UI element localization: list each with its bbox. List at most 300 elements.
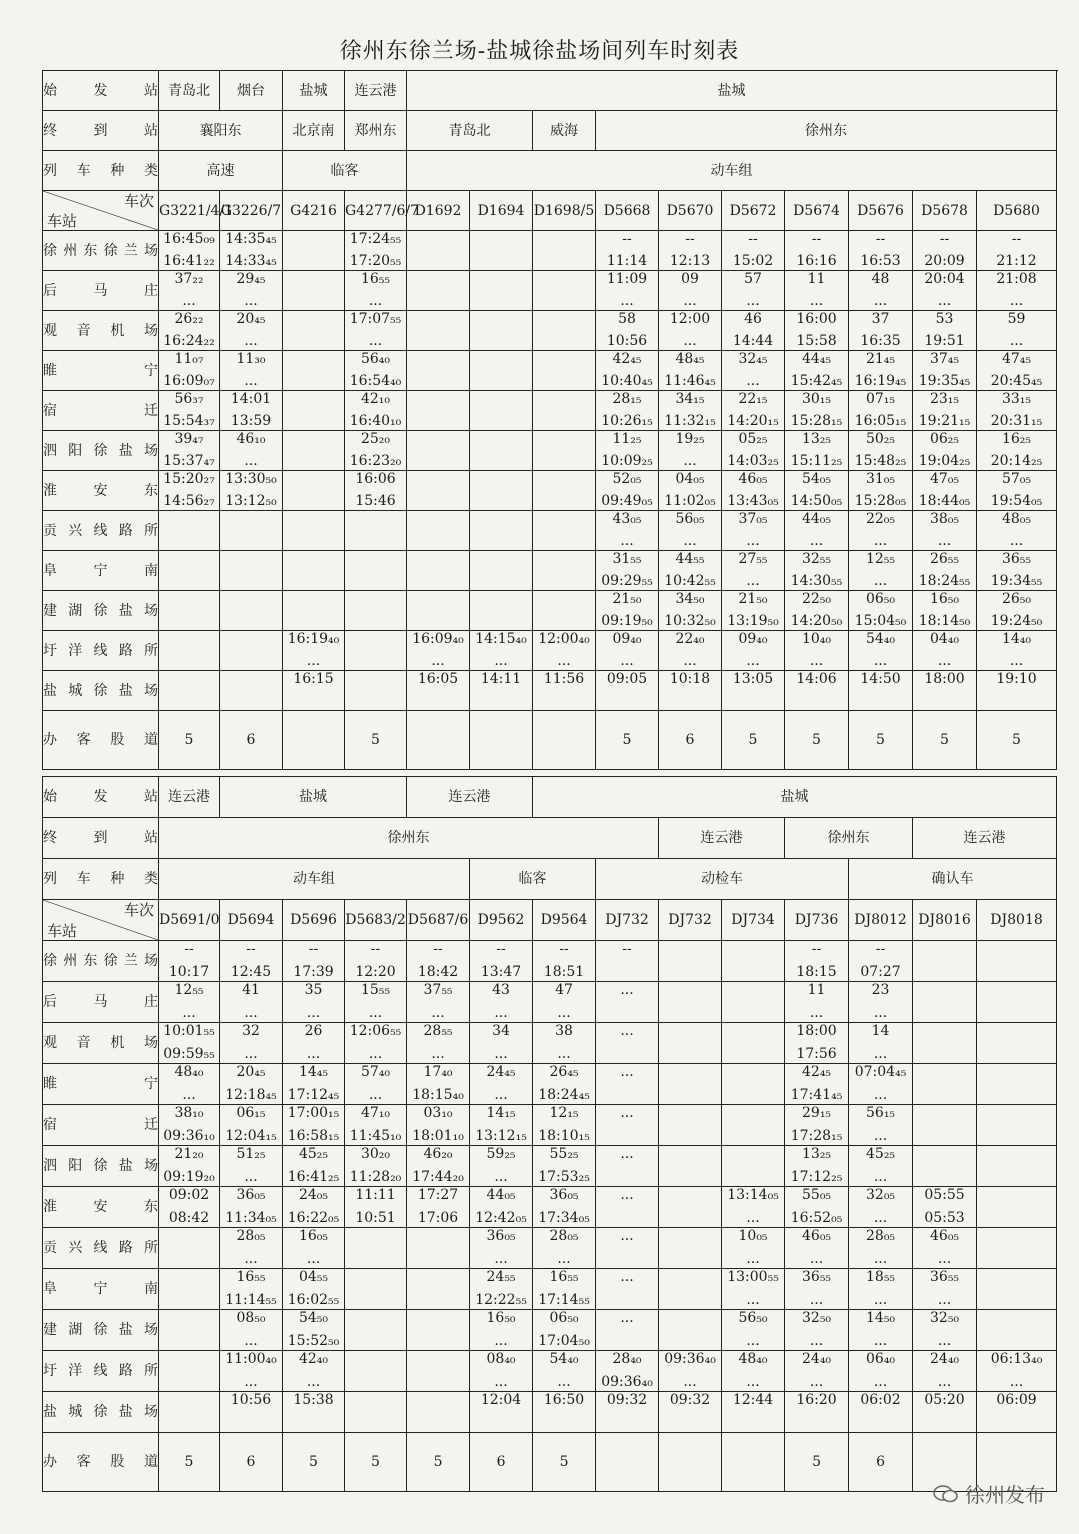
- time-cell: [596, 591, 659, 631]
- time-cell: [977, 231, 1057, 271]
- time-cell: [722, 1023, 785, 1064]
- time-cell-content: [659, 231, 721, 270]
- time-cell: [533, 391, 596, 431]
- time-cell: [977, 351, 1057, 391]
- time-arrive: 14:01: [230, 391, 272, 407]
- time-cell-content: [407, 1105, 469, 1145]
- time-arrive: 12:04: [480, 1392, 522, 1408]
- time-cell-content: [785, 471, 848, 510]
- time-depart: 12:18₄₅: [225, 1087, 277, 1103]
- time-arrive: 14₅₀: [866, 1310, 896, 1326]
- time-depart: 16:23₂₀: [349, 453, 402, 469]
- time-cell-content: [407, 551, 469, 590]
- time-arrive: 16:20: [796, 1392, 837, 1408]
- time-depart: 10:40₄₅: [601, 373, 653, 389]
- time-cell: [659, 1351, 722, 1392]
- time-cell: [345, 311, 407, 351]
- time-cell: [220, 591, 283, 631]
- time-cell-content: [220, 551, 282, 590]
- station-row: [43, 1228, 1057, 1269]
- time-depart: 12:20: [355, 964, 396, 980]
- time-cell-content: [533, 982, 595, 1022]
- platform-number: 5: [533, 1433, 596, 1492]
- time-cell-content: [159, 471, 219, 510]
- time-arrive: ...: [620, 1064, 634, 1080]
- time-cell-content: [659, 391, 721, 430]
- time-arrive: 12₅₅: [865, 551, 896, 567]
- time-cell-content: [977, 1269, 1056, 1309]
- time-cell: [345, 1228, 407, 1269]
- time-cell-content: [977, 982, 1056, 1022]
- time-cell-content: [220, 231, 282, 270]
- time-arrive: 16₅₅: [236, 1269, 266, 1285]
- time-depart: 18:44₀₅: [918, 493, 971, 509]
- time-arrive: 07₁₅: [865, 391, 896, 407]
- time-depart: 10:51: [355, 1210, 396, 1226]
- time-cell-content: [913, 1023, 976, 1063]
- time-cell: [849, 1187, 913, 1228]
- time-cell-content: [596, 1023, 658, 1063]
- time-cell: [722, 1105, 785, 1146]
- origin-label: 始 发 站: [43, 71, 159, 111]
- time-depart: 13:12₁₅: [475, 1128, 527, 1144]
- time-arrive: 16:50: [543, 1392, 585, 1408]
- time-depart: 18:24₄₅: [538, 1087, 590, 1103]
- time-depart: ...: [244, 1333, 258, 1349]
- time-cell: [283, 271, 345, 311]
- time-depart: 14:20₅₀: [790, 613, 843, 629]
- time-cell: [596, 1392, 659, 1433]
- time-cell: [722, 271, 785, 311]
- time-arrive: 11₃₀: [236, 351, 266, 367]
- time-cell-content: [977, 591, 1056, 630]
- time-depart: 09:59₅₅: [163, 1046, 215, 1062]
- time-cell-content: [345, 1351, 406, 1391]
- time-cell-content: [785, 1269, 848, 1309]
- train-number: D5683/2: [345, 900, 407, 941]
- time-arrive: 52₀₅: [612, 471, 642, 487]
- origin-cell: 烟台: [220, 71, 283, 111]
- time-cell-content: [533, 1392, 595, 1432]
- time-cell: [283, 591, 345, 631]
- origin-label: 始 发 站: [43, 777, 159, 818]
- time-cell: [533, 1064, 596, 1105]
- time-cell-content: [533, 1023, 595, 1063]
- origin-cell: 盐城: [407, 71, 1057, 111]
- platform-number: 5: [785, 1433, 849, 1492]
- time-cell: [722, 471, 785, 511]
- time-cell: [159, 431, 220, 471]
- train-number: DJ734: [722, 900, 785, 941]
- time-cell: [407, 941, 470, 982]
- time-cell-content: [785, 1023, 848, 1063]
- time-cell: [913, 591, 977, 631]
- time-arrive: 46₂₀: [423, 1146, 453, 1162]
- time-depart: ...: [306, 1005, 321, 1021]
- time-cell-content: [659, 1146, 721, 1186]
- time-cell: [345, 551, 407, 591]
- time-depart: ...: [494, 1046, 508, 1062]
- time-cell: [283, 511, 345, 551]
- time-cell-content: [220, 311, 282, 350]
- time-depart: ...: [244, 1046, 258, 1062]
- time-depart: 14:56₂₇: [163, 493, 215, 509]
- time-cell-content: [159, 1228, 219, 1268]
- time-depart: 14:20₁₅: [727, 413, 779, 429]
- time-arrive: --: [875, 231, 886, 247]
- time-depart: 16:41₂₅: [287, 1169, 340, 1185]
- time-cell: [345, 391, 407, 431]
- time-depart: ...: [809, 1333, 824, 1349]
- time-cell-content: [977, 391, 1056, 430]
- time-arrive: 43₀₅: [612, 511, 642, 527]
- time-arrive: 28₀₅: [236, 1228, 266, 1244]
- time-cell-content: [407, 631, 469, 670]
- time-depart: ...: [683, 453, 697, 469]
- time-cell: [659, 1310, 722, 1351]
- time-arrive: --: [496, 941, 506, 957]
- time-arrive: 59: [1007, 311, 1026, 327]
- time-cell: [722, 551, 785, 591]
- time-arrive: 14₁₅: [486, 1105, 516, 1121]
- time-cell: [220, 311, 283, 351]
- time-cell: [470, 431, 533, 471]
- time-depart: ...: [746, 573, 760, 589]
- time-cell-content: [785, 1187, 848, 1227]
- time-depart: ...: [244, 293, 258, 309]
- time-cell-content: [913, 671, 976, 710]
- time-depart: 17:14₅₅: [538, 1292, 590, 1308]
- time-cell: [283, 1392, 345, 1433]
- time-arrive: 16₀₅: [298, 1228, 329, 1244]
- time-cell-content: [407, 1392, 469, 1432]
- time-cell-content: [407, 1187, 469, 1227]
- time-depart: ...: [873, 1005, 888, 1021]
- time-arrive: 12:00₄₀: [538, 631, 590, 647]
- time-depart: ...: [306, 1374, 321, 1390]
- time-cell-content: [345, 1392, 406, 1432]
- time-arrive: 24₄₅: [486, 1064, 516, 1080]
- time-cell: [722, 1064, 785, 1105]
- time-depart: 07:27: [860, 964, 901, 980]
- time-arrive: 57₀₅: [1001, 471, 1032, 487]
- time-depart: ...: [873, 1374, 888, 1390]
- time-cell: [283, 1310, 345, 1351]
- station-row: [43, 982, 1057, 1023]
- dest-cell: 郑州东: [345, 111, 407, 151]
- time-cell: [977, 471, 1057, 511]
- time-arrive: 39₄₇: [174, 431, 204, 447]
- time-cell: [533, 271, 596, 311]
- time-cell-content: [722, 231, 784, 270]
- time-cell-content: [407, 431, 469, 470]
- time-cell: [596, 391, 659, 431]
- time-cell: [533, 1269, 596, 1310]
- time-depart: 16:35: [860, 333, 901, 349]
- time-cell: [659, 471, 722, 511]
- time-cell-content: [533, 391, 595, 430]
- time-cell: [533, 311, 596, 351]
- train-number: D5696: [283, 900, 345, 941]
- station-row: [43, 1023, 1057, 1064]
- time-arrive: 22₁₅: [738, 391, 768, 407]
- time-arrive: 21₂₀: [174, 1146, 204, 1162]
- time-cell: [596, 941, 659, 982]
- time-arrive: 46₀₅: [802, 1228, 832, 1244]
- time-cell-content: [159, 551, 219, 590]
- time-cell-content: [533, 671, 595, 710]
- time-cell-content: [220, 1228, 282, 1268]
- time-cell-content: [722, 1228, 784, 1268]
- time-cell: [596, 231, 659, 271]
- time-depart: 18:01₁₀: [412, 1128, 464, 1144]
- corner-train-label: 车次: [123, 901, 154, 919]
- time-cell: [785, 311, 849, 351]
- time-depart: 09:19₂₀: [163, 1169, 215, 1185]
- time-cell-content: [849, 591, 912, 630]
- time-depart: ...: [557, 1046, 571, 1062]
- time-cell: [220, 1023, 283, 1064]
- time-cell-content: [283, 671, 344, 710]
- time-cell: [407, 271, 470, 311]
- time-depart: 16:05₁₅: [854, 413, 907, 429]
- time-depart: 10:56: [606, 333, 648, 349]
- time-cell-content: [159, 271, 219, 310]
- time-depart: 16:54₄₀: [349, 373, 402, 389]
- time-depart: ...: [683, 653, 697, 669]
- corner-header: [43, 191, 159, 231]
- time-cell-content: [659, 671, 721, 710]
- time-cell: [220, 1187, 283, 1228]
- time-arrive: 37: [871, 311, 890, 327]
- platform-number: [407, 711, 470, 770]
- time-cell: [659, 231, 722, 271]
- time-cell-content: [159, 1146, 219, 1186]
- time-depart: 16:09₀₇: [163, 373, 215, 389]
- time-cell: [722, 391, 785, 431]
- time-cell: [345, 471, 407, 511]
- time-depart: 20:45₄₅: [990, 373, 1043, 389]
- time-cell: [913, 271, 977, 311]
- time-depart: 11:45₁₀: [349, 1128, 402, 1144]
- train-number: D5668: [596, 191, 659, 231]
- time-cell: [283, 231, 345, 271]
- time-arrive: 09: [681, 271, 699, 287]
- time-cell: [407, 1105, 470, 1146]
- time-depart: ...: [873, 1087, 888, 1103]
- time-cell-content: [659, 511, 721, 550]
- time-arrive: 30₂₀: [360, 1146, 391, 1162]
- time-arrive: 06₂₅: [929, 431, 960, 447]
- time-cell: [407, 1269, 470, 1310]
- time-cell: [283, 941, 345, 982]
- time-cell-content: [470, 982, 532, 1022]
- time-depart: 09:29₅₅: [601, 573, 653, 589]
- station-name: 盐城徐盐场: [43, 671, 159, 711]
- station-row: [43, 231, 1057, 271]
- time-cell-content: [849, 631, 912, 670]
- origin-cell: 盐城: [283, 71, 345, 111]
- time-arrive: 13:14₀₅: [727, 1187, 779, 1203]
- time-cell-content: [220, 982, 282, 1022]
- time-cell-content: [470, 231, 532, 270]
- time-arrive: 45₂₅: [866, 1146, 896, 1162]
- time-depart: ...: [746, 653, 760, 669]
- time-depart: ...: [620, 653, 634, 669]
- time-arrive: 09:32: [669, 1392, 711, 1408]
- platform-number: [470, 711, 533, 770]
- time-cell-content: [345, 271, 406, 310]
- time-cell: [220, 1228, 283, 1269]
- time-cell: [283, 671, 345, 711]
- time-arrive: 26₅₅: [929, 551, 960, 567]
- time-cell: [407, 351, 470, 391]
- time-cell-content: [785, 431, 848, 470]
- time-arrive: ...: [620, 1023, 634, 1039]
- station-row: [43, 511, 1057, 551]
- time-arrive: 11₂₅: [612, 431, 642, 447]
- dest-row: [43, 111, 1057, 151]
- time-arrive: 29₄₅: [236, 271, 266, 287]
- time-cell: [220, 1146, 283, 1187]
- time-depart: 11:34₀₅: [225, 1210, 277, 1226]
- time-cell-content: [407, 671, 469, 710]
- time-depart: 15:42₄₅: [790, 373, 843, 389]
- time-arrive: 18:00: [796, 1023, 837, 1039]
- time-arrive: 12:06₅₅: [349, 1023, 402, 1039]
- time-depart: ...: [873, 1210, 888, 1226]
- time-depart: ...: [937, 653, 952, 669]
- time-cell: [596, 1064, 659, 1105]
- time-cell: [159, 1269, 220, 1310]
- time-cell: [533, 351, 596, 391]
- time-cell: [159, 941, 220, 982]
- time-cell: [220, 1310, 283, 1351]
- time-cell-content: [913, 551, 976, 590]
- time-cell: [722, 1187, 785, 1228]
- station-row: [43, 1064, 1057, 1105]
- time-cell-content: [345, 982, 406, 1022]
- time-arrive: 46₀₅: [738, 471, 768, 487]
- time-cell: [659, 941, 722, 982]
- time-arrive: 09:02: [168, 1187, 210, 1203]
- dest-cell: 徐州东: [159, 818, 659, 859]
- time-cell-content: [722, 591, 784, 630]
- time-cell-content: [159, 511, 219, 550]
- time-cell: [722, 431, 785, 471]
- time-cell-content: [470, 311, 532, 350]
- time-cell: [913, 551, 977, 591]
- time-cell-content: [659, 551, 721, 590]
- time-arrive: ...: [620, 1228, 634, 1244]
- time-cell-content: [722, 1064, 784, 1104]
- time-arrive: 31₅₅: [612, 551, 642, 567]
- time-cell-content: [913, 511, 976, 550]
- time-arrive: 04₀₅: [675, 471, 705, 487]
- time-cell-content: [470, 351, 532, 390]
- time-cell-content: [533, 591, 595, 630]
- time-cell: [283, 631, 345, 671]
- platform-number: 5: [159, 1433, 220, 1492]
- time-cell-content: [407, 1064, 469, 1104]
- time-arrive: 28₁₅: [612, 391, 642, 407]
- time-cell: [159, 511, 220, 551]
- time-cell-content: [407, 1351, 469, 1391]
- time-cell: [785, 1146, 849, 1187]
- time-arrive: --: [246, 941, 256, 957]
- time-cell-content: [283, 551, 344, 590]
- time-cell: [785, 982, 849, 1023]
- time-depart: 19:51: [924, 333, 965, 349]
- time-arrive: 28₀₅: [866, 1228, 896, 1244]
- time-depart: ...: [1009, 293, 1024, 309]
- time-cell: [470, 1228, 533, 1269]
- time-arrive: 34₅₀: [675, 591, 705, 607]
- time-arrive: 12:44: [732, 1392, 774, 1408]
- time-cell-content: [220, 1310, 282, 1350]
- time-depart: 15:28₀₅: [854, 493, 907, 509]
- platform-number: 5: [785, 711, 849, 770]
- time-depart: ...: [937, 1251, 952, 1267]
- time-cell-content: [159, 311, 219, 350]
- time-arrive: --: [1011, 231, 1022, 247]
- time-cell-content: [283, 391, 344, 430]
- time-cell-content: [785, 591, 848, 630]
- time-cell-content: [533, 1228, 595, 1268]
- time-cell: [913, 471, 977, 511]
- time-cell: [159, 1187, 220, 1228]
- time-cell: [407, 551, 470, 591]
- time-cell-content: [596, 511, 658, 550]
- time-cell: [913, 671, 977, 711]
- time-cell: [785, 1187, 849, 1228]
- time-arrive: ...: [620, 1146, 634, 1162]
- time-depart: ...: [873, 1128, 888, 1144]
- time-cell-content: [533, 311, 595, 350]
- time-arrive: --: [939, 231, 950, 247]
- time-arrive: 14:11: [480, 671, 522, 687]
- time-cell: [659, 1023, 722, 1064]
- time-depart: 08:42: [168, 1210, 210, 1226]
- time-depart: 14:44: [732, 333, 774, 349]
- time-cell: [913, 1351, 977, 1392]
- time-cell-content: [220, 471, 282, 510]
- time-cell-content: [470, 941, 532, 981]
- time-cell: [849, 1064, 913, 1105]
- time-depart: ...: [431, 1046, 445, 1062]
- time-cell-content: [722, 1310, 784, 1350]
- time-cell-content: [722, 1392, 784, 1432]
- time-arrive: 32₄₅: [738, 351, 768, 367]
- time-cell-content: [977, 351, 1056, 390]
- time-cell: [470, 351, 533, 391]
- time-cell-content: [407, 591, 469, 630]
- station-name: 淮 安 东: [43, 471, 159, 511]
- time-arrive: --: [622, 941, 632, 957]
- time-cell: [407, 1187, 470, 1228]
- time-cell: [849, 982, 913, 1023]
- time-cell-content: [977, 231, 1056, 270]
- station-name: 泗阳徐盐场: [43, 431, 159, 471]
- time-cell-content: [470, 431, 532, 470]
- time-cell-content: [345, 351, 406, 390]
- time-depart: 12:42₀₅: [475, 1210, 527, 1226]
- time-arrive: 45₂₅: [298, 1146, 329, 1162]
- time-cell-content: [785, 1146, 848, 1186]
- time-cell: [345, 591, 407, 631]
- time-arrive: 07:04₄₅: [854, 1064, 907, 1080]
- time-depart: ...: [937, 293, 952, 309]
